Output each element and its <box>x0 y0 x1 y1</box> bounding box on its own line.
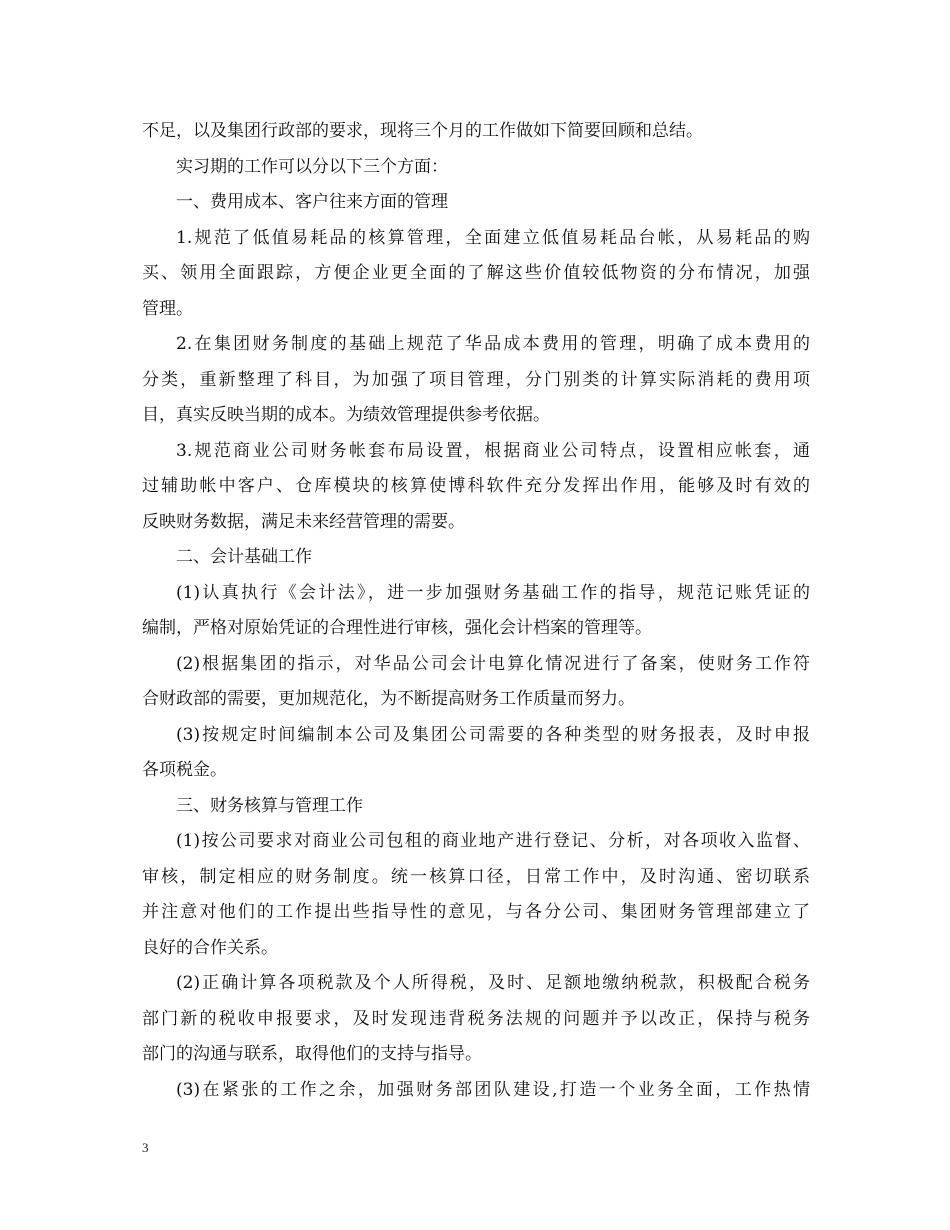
paragraph-line: 目，真实反映当期的成本。为绩效管理提供参考依据。 <box>142 405 550 425</box>
paragraph-line: 合财政部的需要，更加规范化，为不断提高财务工作质量而努力。 <box>142 689 635 709</box>
paragraph-line: 分类，重新整理了科目，为加强了项目管理，分门别类的计算实际消耗的费用项 <box>142 369 810 390</box>
paragraph-line: 良好的合作关系。 <box>142 937 278 958</box>
paragraph-line: 实习期的工作可以分以下三个方面： <box>176 156 448 177</box>
paragraph-line: 各项税金。 <box>142 760 227 780</box>
paragraph-line: (1)认真执行《会计法》，进一步加强财务基础工作的指导，规范记账凭证的 <box>176 582 810 603</box>
section-heading: 一、费用成本、客户往来方面的管理 <box>176 192 448 212</box>
paragraph-line: (2)根据集团的指示，对华品公司会计电算化情况进行了备案，使财务工作符 <box>176 653 810 674</box>
section-heading: 三、财务核算与管理工作 <box>176 795 363 816</box>
paragraph-line: 部门的沟通与联系，取得他们的支持与指导。 <box>142 1044 482 1064</box>
paragraph-line: (2)正确计算各项税款及个人所得税，及时、足额地缴纳税款，积极配合税务 <box>176 973 810 993</box>
paragraph-line: 编制，严格对原始凭证的合理性进行审核，强化会计档案的管理等。 <box>142 618 652 638</box>
paragraph-line: (3)在紧张的工作之余，加强财务部团队建设,打造一个业务全面，工作热情 <box>176 1079 810 1100</box>
document-body <box>142 114 810 1108</box>
paragraph-line: (1)按公司要求对商业公司包租的商业地产进行登记、分析，对各项收入监督、 <box>176 831 810 851</box>
section-heading: 二、会计基础工作 <box>176 547 312 567</box>
paragraph-line: 部门新的税收申报要求，及时发现违背税务法规的问题并予以改正，保持与税务 <box>142 1008 810 1029</box>
paragraph-line: (3)按规定时间编制本公司及集团公司需要的各种类型的财务报表，及时申报 <box>176 724 810 745</box>
paragraph-line: 1.规范了低值易耗品的核算管理，全面建立低值易耗品台帐，从易耗品的购 <box>176 227 810 248</box>
paragraph-line: 审核，制定相应的财务制度。统一核算口径，日常工作中，及时沟通、密切联系 <box>142 866 810 887</box>
paragraph-line: 不足，以及集团行政部的要求，现将三个月的工作做如下简要回顾和总结。 <box>142 121 703 141</box>
paragraph-line: 2.在集团财务制度的基础上规范了华品成本费用的管理，明确了成本费用的 <box>176 334 810 354</box>
paragraph-line: 3.规范商业公司财务帐套布局设置，根据商业公司特点，设置相应帐套，通 <box>176 440 810 461</box>
page-number: 3 <box>142 1140 149 1155</box>
paragraph-line: 买、领用全面跟踪，方便企业更全面的了解这些价值较低物资的分布情况，加强 <box>142 263 810 283</box>
paragraph-line: 反映财务数据，满足未来经营管理的需要。 <box>142 511 465 532</box>
paragraph-line: 并注意对他们的工作提出些指导性的意见，与各分公司、集团财务管理部建立了 <box>142 902 810 922</box>
paragraph-line: 过辅助帐中客户、仓库模块的核算使博科软件充分发挥出作用，能够及时有效的 <box>142 476 810 496</box>
paragraph-line: 管理。 <box>142 298 193 319</box>
